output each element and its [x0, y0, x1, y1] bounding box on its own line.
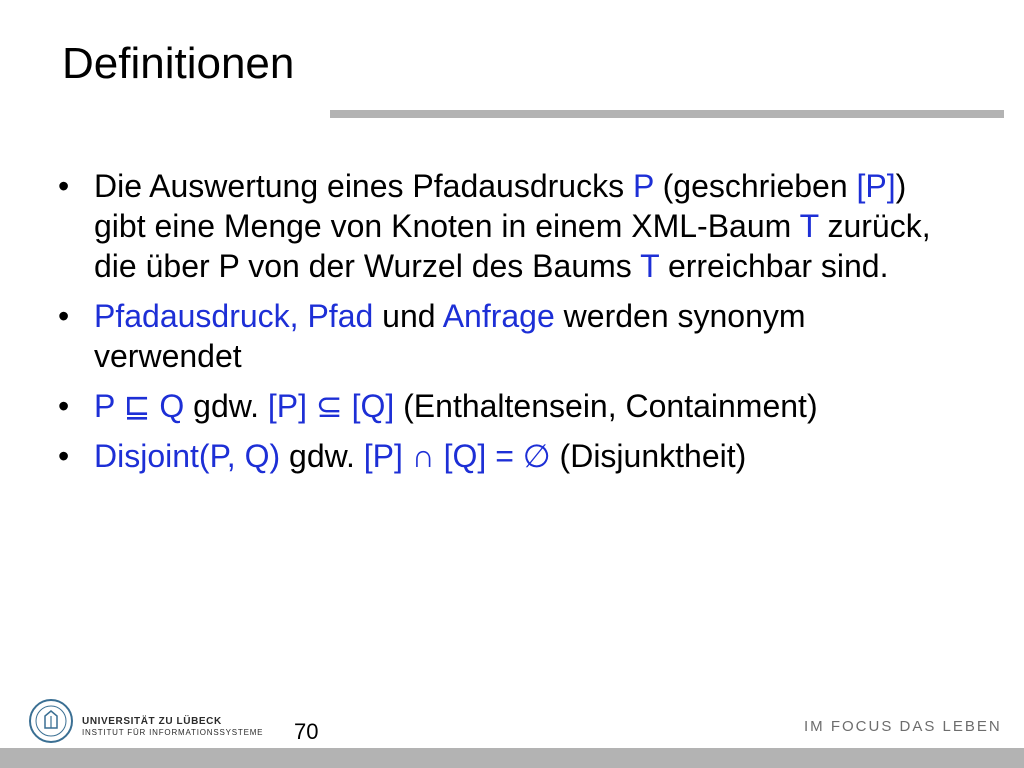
title-divider [330, 110, 1004, 118]
bullet-item [58, 296, 958, 376]
bullet-item [58, 436, 958, 476]
highlighted-term: T [640, 248, 660, 284]
bullet-text: ) gibt eine Menge von Knoten in einem XML-Baum [94, 168, 907, 244]
bullet-text: (Enthaltensein, Containment) [394, 388, 818, 424]
highlighted-term: [P] ∩ [Q] = ∅ [363, 438, 551, 474]
university-seal-icon [28, 698, 74, 744]
bullet-glyph: • [58, 168, 70, 204]
bullet-text: Die Auswertung eines Pfadausdrucks [94, 168, 633, 204]
highlighted-term: Anfrage [442, 298, 555, 334]
highlighted-term: P [632, 168, 654, 204]
highlighted-term: [P] ⊆ [Q] [267, 388, 395, 424]
slogan: IM FOCUS DAS LEBEN [804, 718, 1002, 735]
bullet-item [58, 166, 958, 286]
bullet-item [58, 386, 958, 426]
highlighted-term: T [799, 208, 819, 244]
bullet-list [58, 166, 958, 486]
bullet-text: (Disjunktheit) [550, 438, 747, 474]
page-number: 70 [294, 719, 319, 744]
bullet-text: zurück, die über P von der Wurzel des Baums [94, 208, 931, 284]
university-name: UNIVERSITÄT ZU LÜBECK [82, 716, 222, 727]
bullet-text: erreichbar sind. [659, 248, 889, 284]
bullet-text: und [373, 298, 443, 334]
bullet-text: werden synonym verwendet [94, 298, 806, 374]
highlighted-term: P ⊑ Q [94, 388, 185, 424]
bullet-text: gdw. [280, 438, 364, 474]
bullet-glyph: • [58, 438, 70, 474]
slide-title: Definitionen [62, 39, 295, 88]
bullet-glyph: • [58, 388, 70, 424]
bullet-text: (geschrieben [653, 168, 857, 204]
institute-name: INSTITUT FÜR INFORMATIONSSYSTEME [82, 728, 264, 737]
highlighted-term: Disjoint(P, Q) [94, 438, 281, 474]
highlighted-term: [P] [856, 168, 896, 204]
highlighted-term: Pfadausdruck, Pfad [94, 298, 374, 334]
bullet-glyph: • [58, 298, 70, 334]
bullet-text: gdw. [184, 388, 268, 424]
footer-bar [0, 748, 1024, 768]
